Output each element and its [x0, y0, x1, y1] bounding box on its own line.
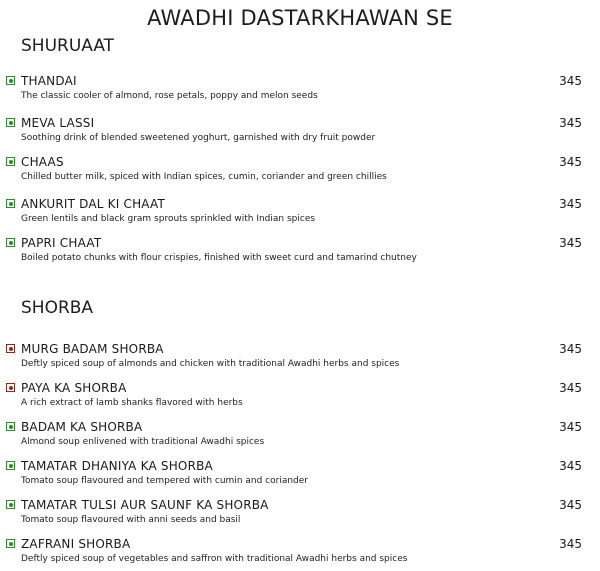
veg-icon — [6, 500, 15, 509]
item-name: PAYA KA SHORBA — [21, 381, 127, 395]
menu-item — [6, 236, 594, 270]
menu-item — [6, 420, 594, 454]
item-description: Deftly spiced soup of vegetables and saffron with traditional Awadhi herbs and spices — [21, 554, 408, 564]
item-price: 345 — [559, 116, 582, 130]
item-price: 345 — [559, 459, 582, 473]
item-price: 345 — [559, 342, 582, 356]
item-name: BADAM KA SHORBA — [21, 420, 143, 434]
item-name: TAMATAR TULSI AUR SAUNF KA SHORBA — [21, 498, 269, 512]
menu-item — [6, 155, 594, 189]
section-title-shuruaat: SHURUAAT — [21, 36, 115, 56]
item-name: PAPRI CHAAT — [21, 236, 102, 250]
item-description: Tomato soup flavoured and tempered with cumin and coriander — [21, 476, 309, 486]
veg-icon — [6, 539, 15, 548]
item-price: 345 — [559, 236, 582, 250]
item-name: CHAAS — [21, 155, 64, 169]
veg-icon — [6, 238, 15, 247]
menu-item — [6, 197, 594, 231]
item-price: 345 — [559, 537, 582, 551]
item-description: A rich extract of lamb shanks flavored with herbs — [21, 398, 243, 408]
veg-icon — [6, 199, 15, 208]
item-name: ZAFRANI SHORBA — [21, 537, 131, 551]
item-description: Deftly spiced soup of almonds and chicken with traditional Awadhi herbs and spices — [21, 359, 400, 369]
item-price: 345 — [559, 420, 582, 434]
item-name: ANKURIT DAL KI CHAAT — [21, 197, 166, 211]
item-description: Tomato soup flavoured with anni seeds and basil — [21, 515, 241, 525]
item-price: 345 — [559, 74, 582, 88]
item-description: Boiled potato chunks with flour crispies, finished with sweet curd and tamarind chutney — [21, 253, 417, 263]
item-description: Green lentils and black gram sprouts sprinkled with Indian spices — [21, 214, 316, 224]
veg-icon — [6, 422, 15, 431]
item-description: Almond soup enlivened with traditional Awadhi spices — [21, 437, 265, 447]
page-title: AWADHI DASTARKHAWAN SE — [147, 6, 453, 30]
item-name: MURG BADAM SHORBA — [21, 342, 164, 356]
item-price: 345 — [559, 381, 582, 395]
item-description: Chilled butter milk, spiced with Indian spices, cumin, coriander and green chillies — [21, 172, 387, 182]
item-price: 345 — [559, 197, 582, 211]
non-veg-icon — [6, 383, 15, 392]
veg-icon — [6, 461, 15, 470]
section-title-shorba: SHORBA — [21, 298, 94, 318]
menu-item — [6, 537, 594, 571]
item-name: MEVA LASSI — [21, 116, 95, 130]
veg-icon — [6, 76, 15, 85]
menu-item — [6, 498, 594, 532]
menu-item — [6, 74, 594, 108]
item-price: 345 — [559, 155, 582, 169]
item-price: 345 — [559, 498, 582, 512]
veg-icon — [6, 118, 15, 127]
item-name: TAMATAR DHANIYA KA SHORBA — [21, 459, 213, 473]
menu-item — [6, 116, 594, 150]
non-veg-icon — [6, 344, 15, 353]
item-description: Soothing drink of blended sweetened yoghurt, garnished with dry fruit powder — [21, 133, 376, 143]
item-name: THANDAI — [21, 74, 77, 88]
item-description: The classic cooler of almond, rose petals, poppy and melon seeds — [21, 91, 318, 101]
menu-item — [6, 342, 594, 376]
veg-icon — [6, 157, 15, 166]
menu-item — [6, 381, 594, 415]
menu-item — [6, 459, 594, 493]
